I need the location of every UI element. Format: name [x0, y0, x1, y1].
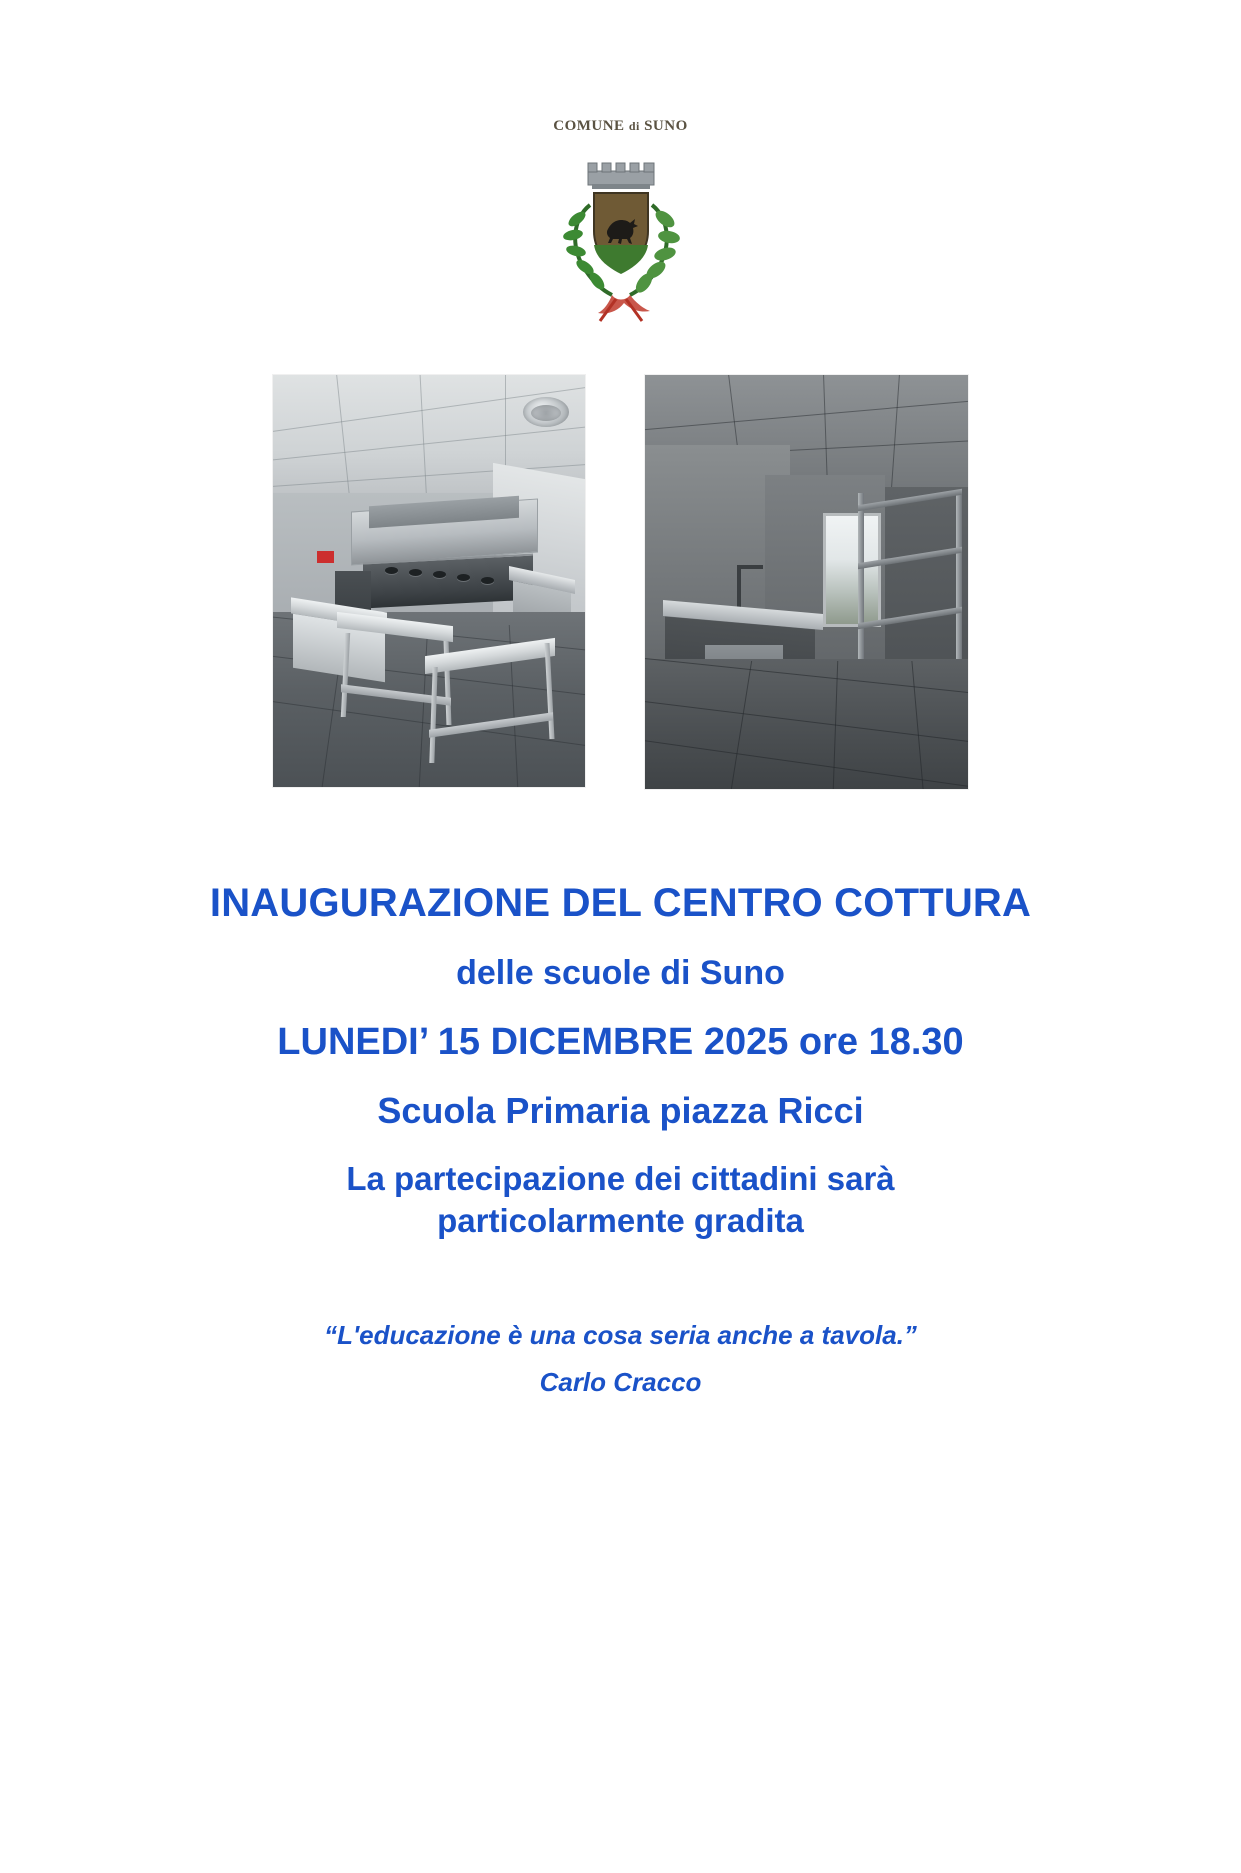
- invitation-note-line-2: particolarmente gradita: [437, 1202, 804, 1240]
- crest-title-main: COMUNE: [553, 118, 625, 134]
- event-datetime: LUNEDI’ 15 DICEMBRE 2025 ore 18.30: [277, 1021, 964, 1063]
- subtitle: delle scuole di Suno: [456, 954, 785, 992]
- crest-title-end: SUNO: [644, 118, 688, 134]
- municipal-crest-block: [0, 118, 1241, 333]
- coat-of-arms-icon: [546, 153, 696, 333]
- photo-kitchen-equipment: [273, 375, 585, 787]
- quote-text: “L'educazione è una cosa seria anche a tavola.”: [324, 1320, 917, 1351]
- announcement-text: [0, 881, 1241, 1242]
- photo-gallery: [0, 375, 1241, 789]
- quote-block: [0, 1320, 1241, 1398]
- quote-author: Carlo Cracco: [539, 1367, 702, 1398]
- crest-title: [553, 118, 688, 135]
- poster-page: [0, 118, 1241, 1873]
- invitation-note-line-1: La partecipazione dei cittadini sarà: [346, 1160, 895, 1197]
- invitation-note: [0, 1158, 1241, 1242]
- crest-title-small: di: [628, 119, 640, 133]
- event-venue: Scuola Primaria piazza Ricci: [377, 1090, 864, 1131]
- headline: INAUGURAZIONE DEL CENTRO COTTURA: [209, 881, 1032, 925]
- photo-kitchen-washing-area: [645, 375, 968, 789]
